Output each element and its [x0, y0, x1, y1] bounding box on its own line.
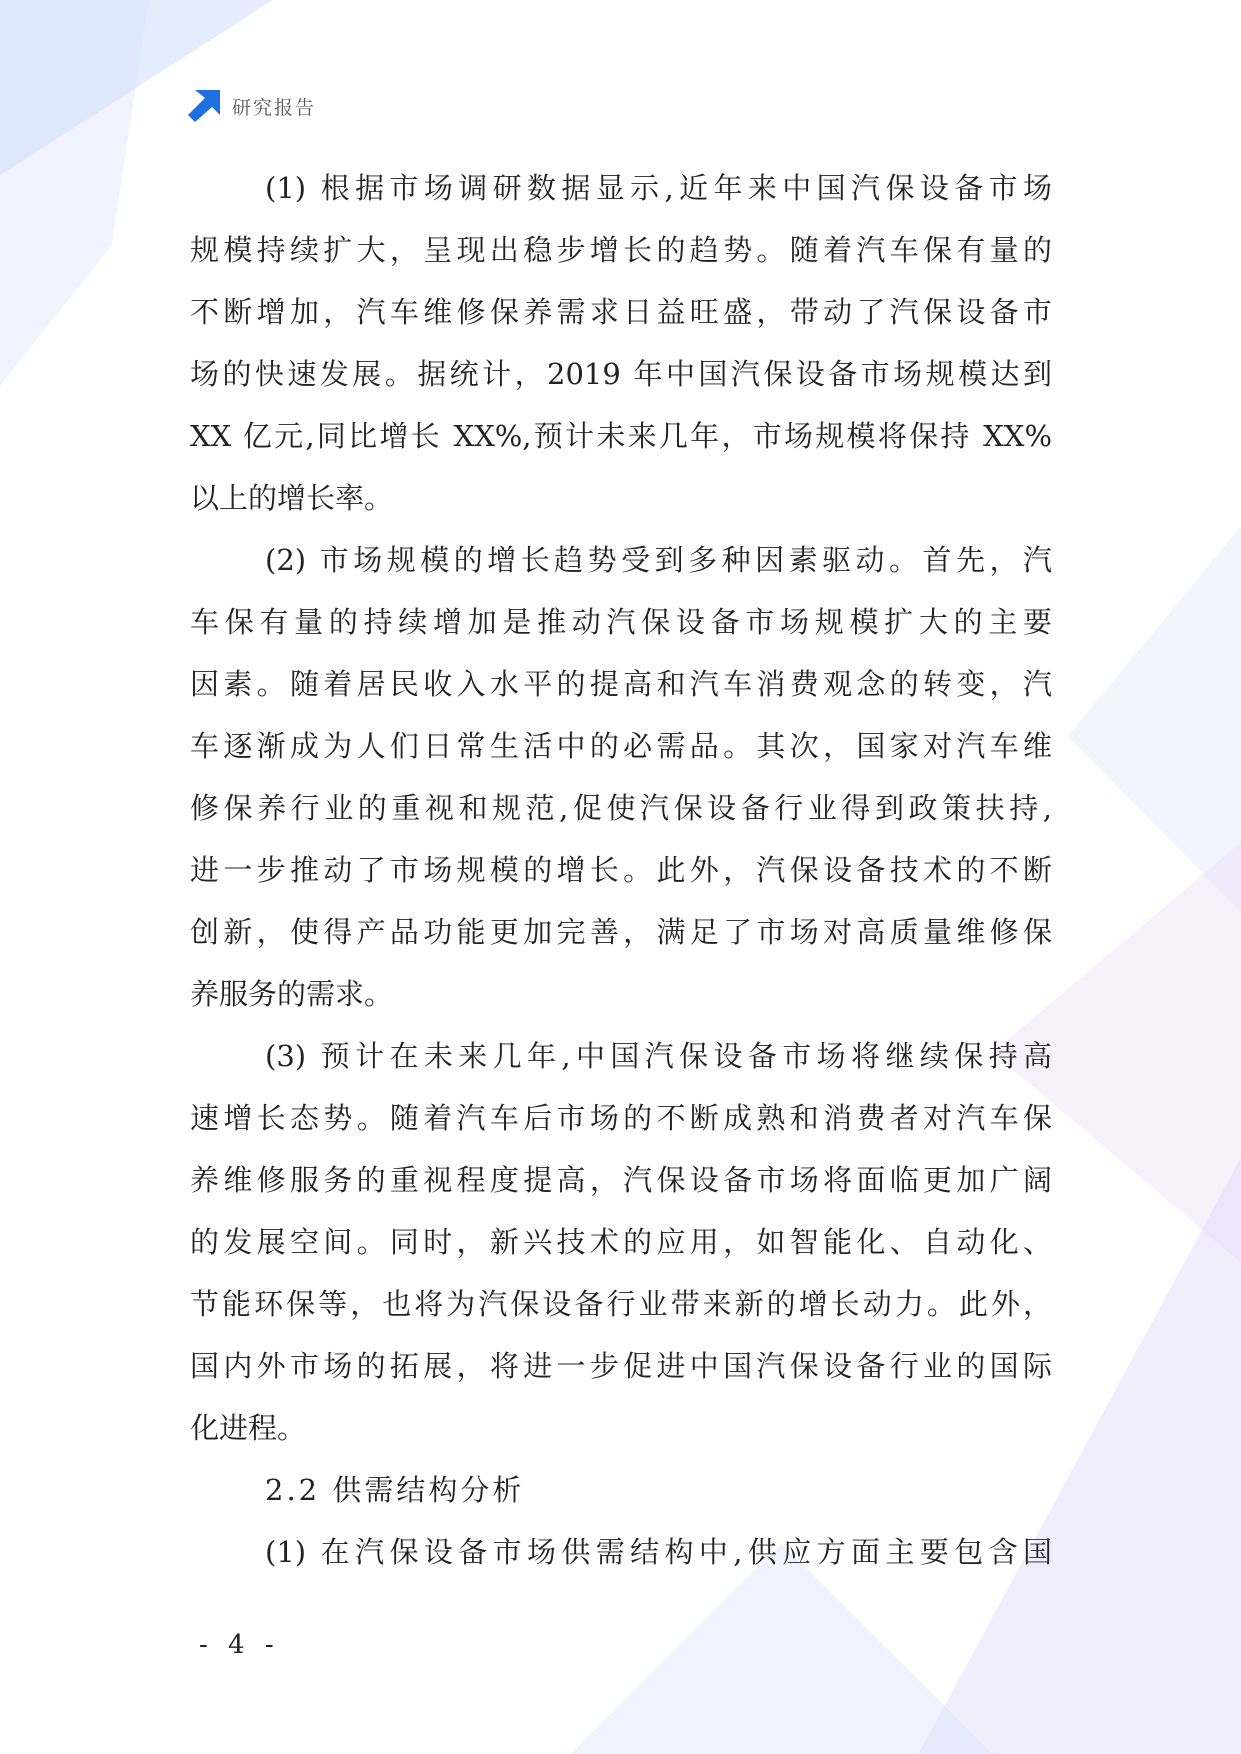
page-number: - 4 -: [199, 1630, 280, 1660]
text-line: 修保养行业的重视和规范,促使汽保设备行业得到政策扶持,: [190, 791, 1052, 825]
text-line: 速增长态势。随着汽车后市场的不断成熟和消费者对汽车保: [190, 1101, 1052, 1135]
section-heading: 2.2 供需结构分析: [265, 1473, 525, 1507]
text-line: 节能环保等，也将为汽保设备行业带来新的增长动力。此外，: [190, 1287, 1052, 1321]
text-line: XX 亿元,同比增长 XX%,预计未来几年，市场规模将保持 XX%: [190, 419, 1052, 453]
text-line: 车逐渐成为人们日常生活中的必需品。其次，国家对汽车维: [190, 729, 1052, 763]
text-line: (2) 市场规模的增长趋势受到多种因素驱动。首先，汽: [265, 543, 1052, 577]
document-body: [190, 157, 1052, 1583]
text-line: 养维修服务的重视程度提高，汽保设备市场将面临更加广阔: [190, 1163, 1052, 1197]
paragraph: [190, 529, 1052, 1025]
paragraph: [190, 157, 1052, 529]
paragraph: [190, 1521, 1052, 1583]
arrow-up-right-icon: [188, 90, 220, 122]
header-title: 研究报告: [232, 96, 317, 119]
text-line: 因素。随着居民收入水平的提高和汽车消费观念的转变，汽: [190, 667, 1052, 701]
text-line: 化进程。: [190, 1411, 307, 1445]
text-line: (1) 根据市场调研数据显示,近年来中国汽保设备市场: [265, 171, 1052, 205]
text-line: 车保有量的持续增加是推动汽保设备市场规模扩大的主要: [190, 605, 1052, 639]
text-line: 以上的增长率。: [190, 481, 394, 515]
text-line: 的发展空间。同时，新兴技术的应用，如智能化、自动化、: [190, 1225, 1052, 1259]
page-header: [188, 90, 316, 122]
text-line: 不断增加，汽车维修保养需求日益旺盛，带动了汽保设备市: [190, 295, 1052, 329]
text-line: 养服务的需求。: [190, 977, 394, 1011]
text-line: 进一步推动了市场规模的增长。此外，汽保设备技术的不断: [190, 853, 1052, 887]
text-line: 创新，使得产品功能更加完善，满足了市场对高质量维修保: [190, 915, 1052, 949]
text-line: 场的快速发展。据统计，2019 年中国汽保设备市场规模达到: [190, 357, 1052, 391]
paragraph: [190, 1025, 1052, 1459]
text-line: 国内外市场的拓展，将进一步促进中国汽保设备行业的国际: [190, 1349, 1052, 1383]
text-line: 规模持续扩大，呈现出稳步增长的趋势。随着汽车保有量的: [190, 233, 1052, 267]
text-line: (3) 预计在未来几年,中国汽保设备市场将继续保持高: [265, 1039, 1052, 1073]
text-line: (1) 在汽保设备市场供需结构中,供应方面主要包含国: [265, 1535, 1052, 1569]
